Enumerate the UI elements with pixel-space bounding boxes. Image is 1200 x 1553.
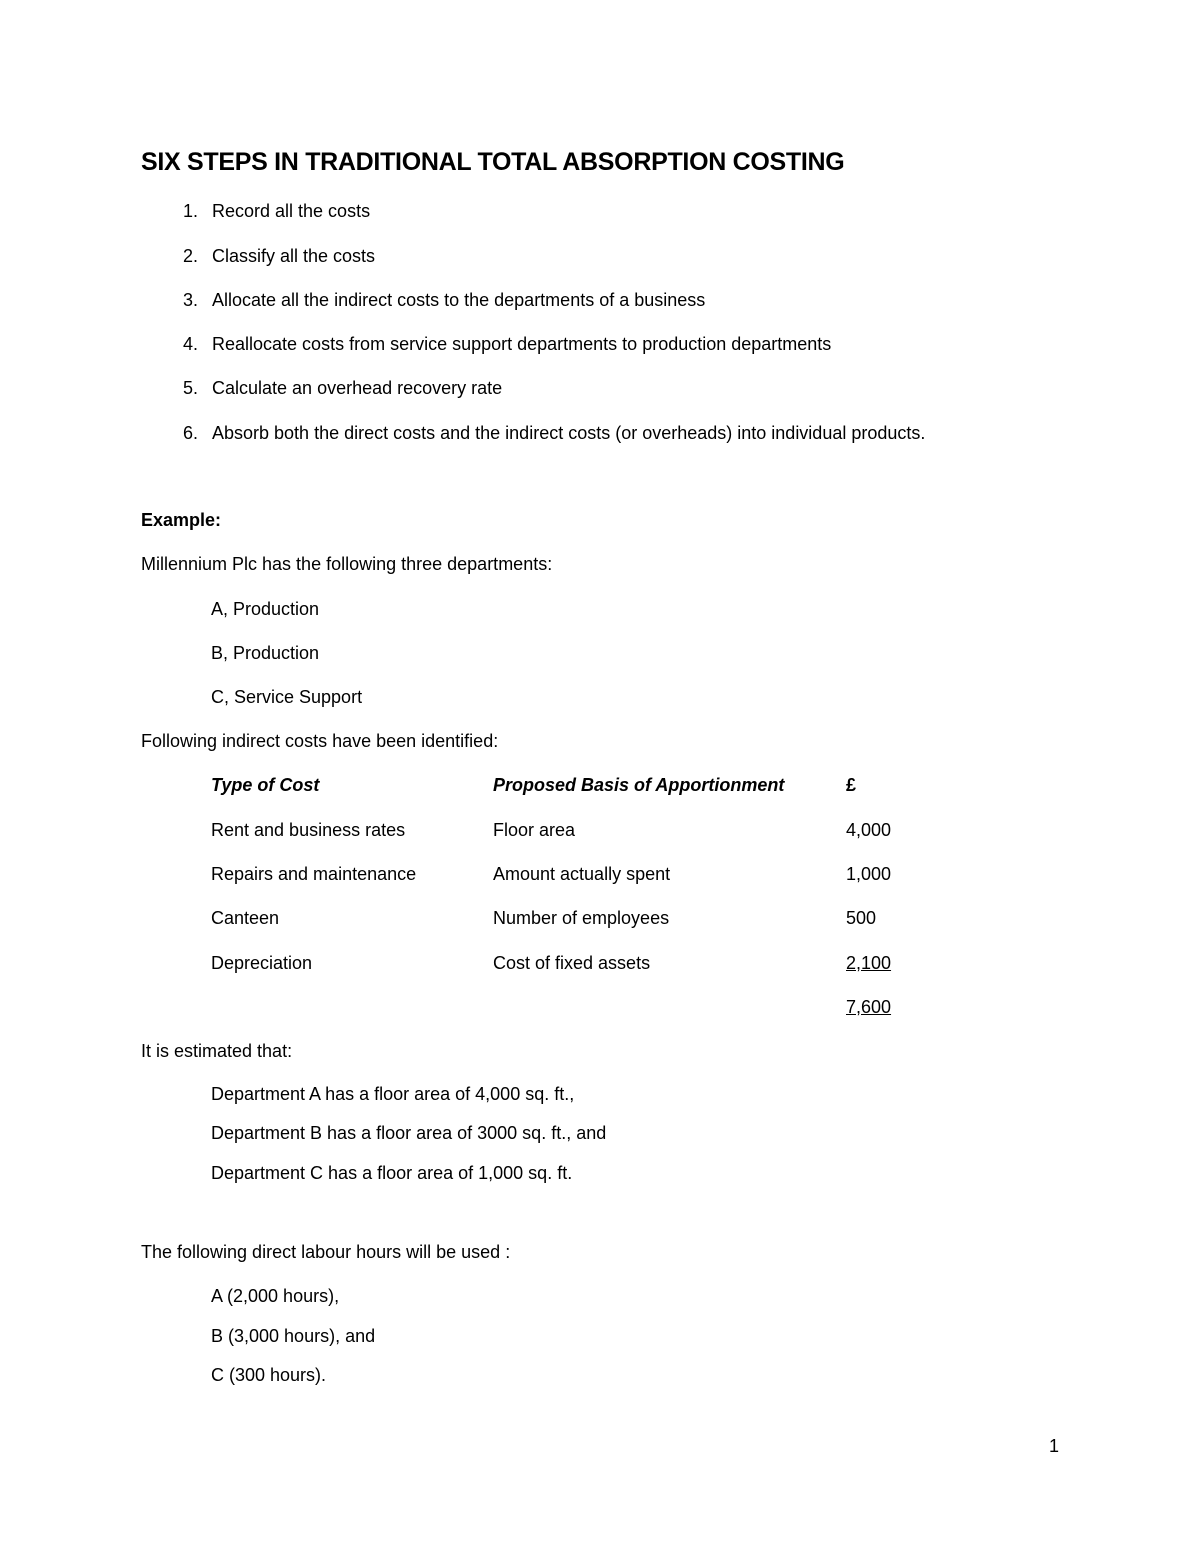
estimate-intro: It is estimated that:: [141, 1041, 293, 1061]
table-cell-basis: Amount actually spent: [493, 864, 671, 884]
table-total: 7,600: [846, 997, 892, 1017]
table-cell-type: Rent and business rates: [211, 820, 406, 840]
table-cell-amount: 1,000: [846, 864, 892, 884]
table-cell-amount: 500: [846, 908, 877, 928]
table-cell-basis: Floor area: [493, 820, 576, 840]
list-item: 2. Classify all the costs: [182, 246, 376, 266]
department-item: C, Service Support: [211, 687, 363, 707]
example-heading: Example:: [141, 510, 222, 530]
labour-intro: The following direct labour hours will be used :: [141, 1242, 511, 1262]
list-item: 4. Reallocate costs from service support departments to production departments: [182, 334, 832, 354]
labour-hours-item: A (2,000 hours),: [211, 1286, 340, 1306]
list-item: 3. Allocate all the indirect costs to the departments of a business: [182, 290, 706, 310]
labour-hours-item: B (3,000 hours), and: [211, 1326, 376, 1346]
table-cell-basis: Cost of fixed assets: [493, 953, 651, 973]
list-item: 6. Absorb both the direct costs and the indirect costs (or overheads) into individual products.: [182, 423, 926, 443]
list-item: 1. Record all the costs: [182, 201, 371, 221]
table-header-type: Type of Cost: [211, 775, 320, 795]
table-header-amount: £: [846, 775, 857, 795]
floor-area-item: Department C has a floor area of 1,000 sq. ft.: [211, 1163, 573, 1183]
costs-intro: Following indirect costs have been identified:: [141, 731, 499, 751]
floor-area-item: Department A has a floor area of 4,000 sq. ft.,: [211, 1084, 575, 1104]
page-title: SIX STEPS IN TRADITIONAL TOTAL ABSORPTION COSTING: [141, 148, 845, 176]
table-cell-basis: Number of employees: [493, 908, 670, 928]
table-cell-amount: 4,000: [846, 820, 892, 840]
list-item: 5. Calculate an overhead recovery rate: [182, 378, 503, 398]
table-cell-type: Repairs and maintenance: [211, 864, 417, 884]
department-item: A, Production: [211, 599, 320, 619]
table-cell-amount: 2,100: [846, 953, 892, 973]
page-number: 1: [1049, 1436, 1060, 1456]
table-header-basis: Proposed Basis of Apportionment: [493, 775, 785, 795]
department-item: B, Production: [211, 643, 320, 663]
example-intro: Millennium Plc has the following three departments:: [141, 554, 553, 574]
labour-hours-item: C (300 hours).: [211, 1365, 327, 1385]
table-cell-type: Canteen: [211, 908, 280, 928]
floor-area-item: Department B has a floor area of 3000 sq. ft., and: [211, 1123, 607, 1143]
table-cell-type: Depreciation: [211, 953, 313, 973]
